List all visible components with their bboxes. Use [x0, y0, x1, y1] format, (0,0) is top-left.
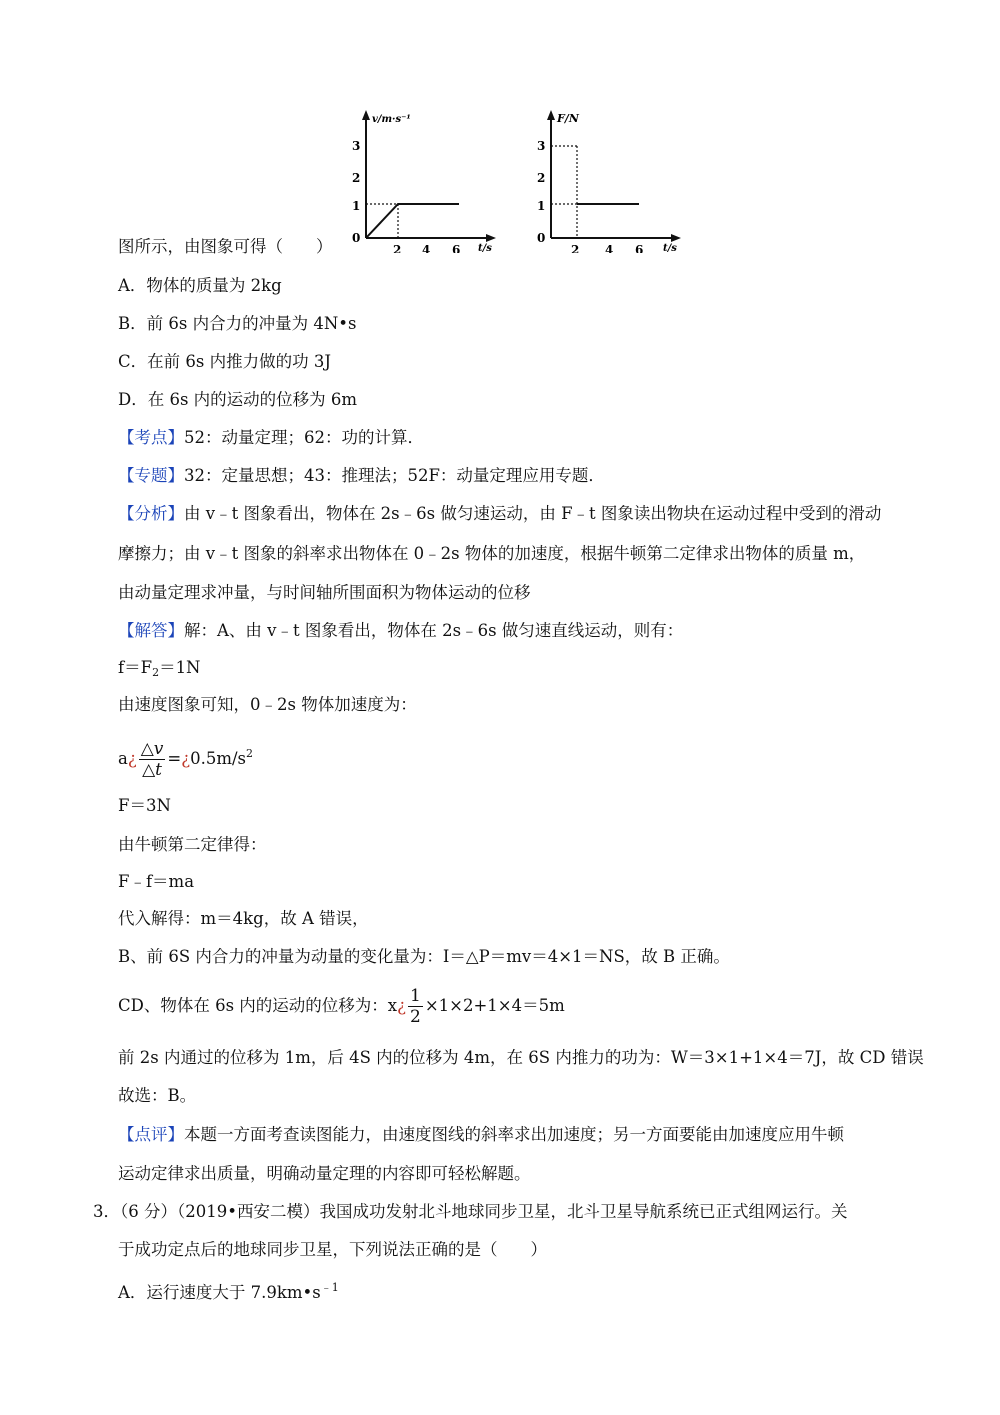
jieda-tag: 【解答】: [118, 621, 184, 640]
option-c: C．在前 6s 内推力做的功 3J: [118, 352, 331, 371]
x-tick: 2: [571, 243, 580, 253]
q3-line-2: 于成功定点后的地球同步卫星，下列说法正确的是（ ）: [118, 1240, 547, 1259]
option-d: D．在 6s 内的运动的位移为 6m: [118, 390, 358, 409]
eq-displacement: CD、物体在 6s 内的运动的位移为：x¿ $\frac{1}{2}$ ×1×2+1×4＝5m: [118, 986, 565, 1027]
zhuanti-tag: 【专题】: [118, 466, 184, 485]
accel-intro: 由速度图象可知，0﹣2s 物体加速度为：: [118, 695, 417, 714]
x-tick: 6: [452, 243, 461, 253]
question-tail: 图所示，由图象可得（ ）: [118, 237, 333, 256]
jieda-line-1: [118, 620, 683, 642]
x-tick: 6: [635, 243, 644, 253]
jieda-text-1: 解：A、由 v﹣t 图象看出，物体在 2s﹣6s 做匀速直线运动，则有：: [184, 621, 684, 640]
option-a: A．物体的质量为 2kg: [118, 276, 282, 295]
y-tick: 3: [537, 139, 546, 153]
x-tick: 2: [393, 243, 402, 253]
eq-friction: $f=F_2=1N$: [118, 658, 201, 679]
y-tick: 2: [352, 171, 361, 185]
y-tick: 1: [352, 199, 361, 213]
fenxi-tag: 【分析】: [118, 504, 184, 523]
q3-option-a: A．运行速度大于 $7.9km•s^{﹣1}$: [118, 1281, 339, 1302]
y-tick: 0: [537, 231, 546, 245]
v-axis-label: v/m·s⁻¹: [372, 114, 411, 125]
option-b: B．前 6s 内合力的冲量为 4N•s: [118, 314, 357, 333]
half-fraction: $\frac{1}{2}$: [409, 986, 421, 1027]
f-axis-label: F/N: [557, 112, 579, 125]
fenxi-line-3: 由动量定理求冲量，与时间轴所围面积为物体运动的位移: [118, 583, 531, 602]
kaodian-text: 52：动量定理；62：功的计算．: [184, 428, 424, 447]
dianping-tag: 【点评】: [118, 1125, 184, 1144]
work-line: 前 2s 内通过的位移为 1m，后 4S 内的位移为 4m，在 6S 内推力的功为：W＝3×1+1×4＝7J，故 CD 错误: [118, 1048, 924, 1067]
kaodian-tag: 【考点】: [118, 428, 184, 447]
fenxi-text-1: 由 v﹣t 图象看出，物体在 2s﹣6s 做匀速运动，由 F﹣t 图象读出物块在运动过程中受到的滑动: [184, 504, 882, 523]
y-tick: 2: [537, 171, 546, 185]
impulse-line: B、前 6S 内合力的冲量为动量的变化量为：I＝△P＝mv＝4×1＝NS，故 B 正确。: [118, 947, 730, 966]
force-time-graph: [533, 108, 683, 253]
choice-line: 故选：B。: [118, 1086, 197, 1105]
x-tick: 4: [605, 243, 614, 253]
dianping-line-2: 运动定律求出质量，明确动量定理的内容即可轻松解题。: [118, 1164, 531, 1183]
x-tick: 4: [422, 243, 431, 253]
eq-newton: F﹣f＝ma: [118, 872, 195, 891]
fenxi-line-2: 摩擦力；由 v﹣t 图象的斜率求出物体在 0﹣2s 物体的加速度，根据牛顿第二定律求出物体的质量 m，: [118, 544, 866, 563]
kaodian-line: [118, 427, 424, 449]
dianping-text-1: 本题一方面考查读图能力，由速度图线的斜率求出加速度；另一方面要能由加速度应用牛顿: [184, 1125, 844, 1144]
y-tick: 0: [352, 231, 361, 245]
zhuanti-text: 32：定量思想；43：推理法；52F：动量定理应用专题．: [184, 466, 605, 485]
accel-fraction: $\frac{\triangle v}{\triangle t}$: [140, 739, 164, 780]
y-tick: 3: [352, 139, 361, 153]
newton-intro: 由牛顿第二定律得：: [118, 835, 267, 854]
mass-result: 代入解得：m＝4kg，故 A 错误，: [118, 909, 369, 928]
eq-acceleration: a¿ $\frac{\triangle v}{\triangle t}$ $=¿0.5m/s^2$: [118, 739, 253, 780]
t-axis-label: t/s: [478, 243, 492, 253]
q3-line-1: 3．（6 分）（2019•西安二模）我国成功发射北斗地球同步卫星，北斗卫星导航系统已正式组网运行。关: [93, 1202, 848, 1221]
dianping-line-1: [118, 1124, 844, 1146]
zhuanti-line: [118, 465, 605, 487]
velocity-time-graph: [348, 108, 498, 253]
t-axis-label: t/s: [663, 243, 677, 253]
eq-force: F＝3N: [118, 796, 171, 815]
fenxi-line-1: [118, 503, 881, 525]
y-tick: 1: [537, 199, 546, 213]
velocity-line: [366, 204, 459, 238]
